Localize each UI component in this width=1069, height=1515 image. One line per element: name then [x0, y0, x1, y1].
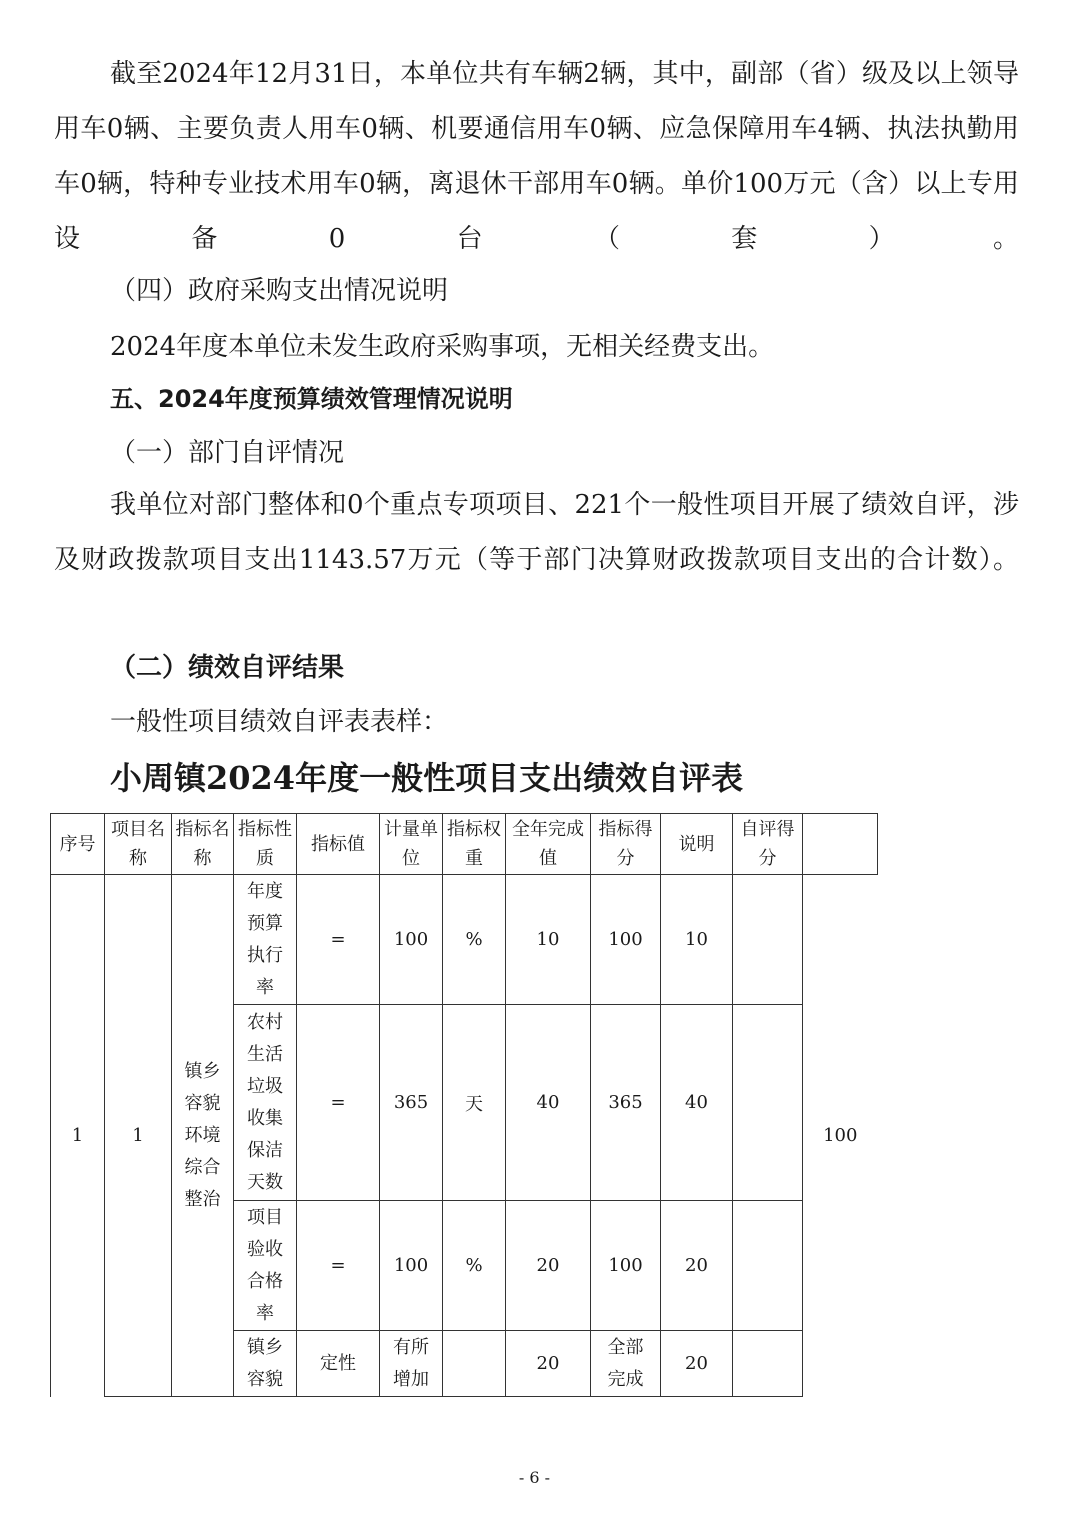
cell-done [591, 1331, 661, 1397]
cell-nature [234, 1005, 297, 1201]
procurement-heading: （四）政府采购支出情况说明 [110, 276, 449, 306]
table-header-row [51, 814, 878, 875]
cell-unit [443, 1331, 506, 1397]
cell-score: 10 [661, 875, 733, 1005]
cell-note [733, 1201, 803, 1331]
self-eval-paragraph: 我单位对部门整体和0个重点专项项目、221个一般性项目开展了绩效自评，涉及财政拨款项目支出1143.57万元（等于部门决算财政拨款项目支出的合计数）。 [54, 490, 1019, 575]
header-self-score: 自评得分 [733, 814, 803, 875]
cell-weight: 20 [506, 1331, 591, 1397]
cell-project: 1 [105, 875, 172, 1397]
self-eval-heading: （一）部门自评情况 [110, 438, 345, 468]
cell-unit: 天 [443, 1005, 506, 1201]
cell-value: = [297, 1201, 380, 1331]
cell-value: = [297, 875, 380, 1005]
nature-text: 农村生活垃圾收集保洁天数 [246, 1011, 283, 1193]
cell-weight: 10 [506, 875, 591, 1005]
header-done: 全年完成值 [506, 814, 591, 875]
cell-score: 20 [661, 1201, 733, 1331]
cell-nature [234, 1201, 297, 1331]
section5-heading: 五、2024年度预算绩效管理情况说明 [110, 385, 513, 413]
vehicles-paragraph: 截至2024年12月31日，本单位共有车辆2辆，其中，副部（省）级及以上领导用车0辆、主要负责人用车0辆、机要通信用车0辆、应急保障用车4辆、执法执勤用车0辆，特种专业技术用车0辆，离退休干部用车0辆。单价100万元（含）以上专用设备0台（套）。 [54, 59, 1019, 254]
cell-weight: 40 [506, 1005, 591, 1201]
cell-done: 100 [591, 1201, 661, 1331]
cell-weight: 20 [506, 1201, 591, 1331]
cell-measure: 100 [380, 875, 443, 1005]
cell-measure: 365 [380, 1005, 443, 1201]
header-unit: 计量单位 [380, 814, 443, 875]
cell-note [733, 875, 803, 1005]
performance-table [50, 813, 878, 1397]
cell-note [733, 1005, 803, 1201]
cell-nature [234, 875, 297, 1005]
results-heading: （二）绩效自评结果 [110, 653, 345, 683]
header-spacer [803, 814, 878, 875]
header-note: 说明 [661, 814, 733, 875]
table-title: 小周镇2024年度一般性项目支出绩效自评表 [110, 759, 744, 797]
nature-text: 项目验收合格率 [246, 1206, 283, 1324]
procurement-text: 2024年度本单位未发生政府采购事项，无相关经费支出。 [110, 332, 775, 362]
indicator-group-text: 镇乡容貌环境综合整治 [184, 1060, 221, 1210]
cell-nature [234, 1331, 297, 1397]
cell-done: 365 [591, 1005, 661, 1201]
header-score: 指标得分 [591, 814, 661, 875]
cell-score: 20 [661, 1331, 733, 1397]
cell-done: 100 [591, 875, 661, 1005]
header-nature: 指标性质 [234, 814, 297, 875]
cell-seq: 1 [51, 875, 105, 1397]
measure-text: 有所增加 [392, 1336, 429, 1390]
header-weight: 指标权重 [443, 814, 506, 875]
cell-measure [380, 1331, 443, 1397]
table-row [51, 875, 878, 1005]
cell-score: 40 [661, 1005, 733, 1201]
cell-note [733, 1331, 803, 1397]
cell-indicator-group [172, 875, 234, 1397]
cell-measure: 100 [380, 1201, 443, 1331]
sample-label: 一般性项目绩效自评表表样： [110, 707, 449, 737]
done-text: 全部完成 [607, 1336, 644, 1390]
nature-text: 镇乡容貌 [246, 1336, 283, 1390]
cell-unit: % [443, 1201, 506, 1331]
header-indicator: 指标名称 [172, 814, 234, 875]
cell-value: = [297, 1005, 380, 1201]
cell-value: 定性 [297, 1331, 380, 1397]
page-number: - 6 - [518, 1468, 551, 1487]
nature-text: 年度预算执行率 [246, 880, 283, 998]
header-project: 项目名称 [105, 814, 172, 875]
cell-unit: % [443, 875, 506, 1005]
header-value: 指标值 [297, 814, 380, 875]
header-seq: 序号 [51, 814, 105, 875]
cell-self-score: 100 [823, 1125, 858, 1147]
